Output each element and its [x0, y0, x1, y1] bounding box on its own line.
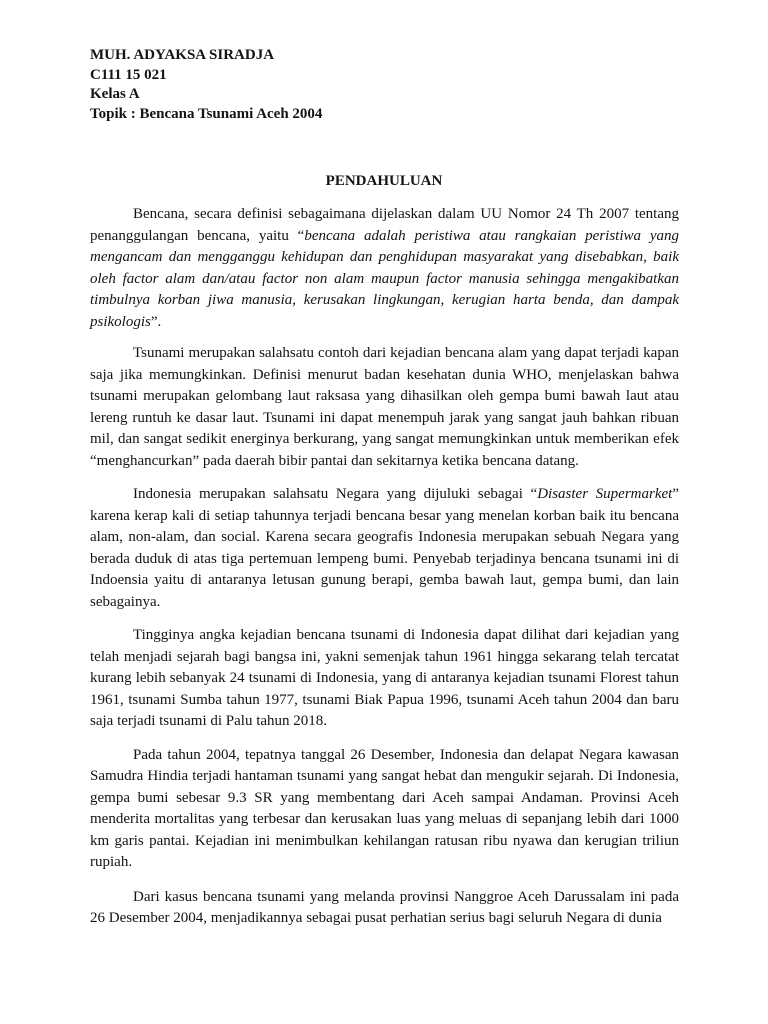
paragraph-tsunami-definition: Tsunami merupakan salahsatu contoh dari kejadian bencana alam yang dapat terjadi kapan saja jika memungkinkan. Definisi menurut badan kesehatan dunia WHO, menjelaskan bahwa tsunami merupakan gelombang laut raksasa yang dihasilkan oleh gempa bumi bawah laut atau lereng runtuh ke dasar laut. Tsunami ini dapat menempuh jarak yang sangat jauh bahkan ribuan mil, dan sangat sedikit energinya berkurang, yang sangat memungkinkan untuk memberikan efek “menghancurkan” pada daerah bibir pantai dan sekitarnya ketika bencana datang. — [90, 345, 679, 469]
section-heading: PENDAHULUAN — [325, 173, 443, 189]
author-name: MUH. ADYAKSA SIRADJA — [90, 47, 275, 63]
paragraph-aceh-2004: Pada tahun 2004, tepatnya tanggal 26 Desember, Indonesia dan delapat Negara kawasan Samudra Hindia terjadi hantaman tsunami yang sangat hebat dan mengukir sejarah. Di Indonesia, gempa bumi sebesar 9.3 SR yang membentang dari Aceh sampai Andaman. Provinsi Aceh menderita mortalitas yang terbesar dan kerusakan luas yang meluas di sepanjang lebih dari 1000 km garis pantai. Kejadian ini menimbulkan kehilangan ratusan ribu nyawa dan kerugian triliun rupiah. — [90, 746, 679, 870]
definition-quote: bencana adalah peristiwa atau rangkaian peristiwa yang mengancam dan mengganggu kehidupan dan penghidupan masyarakat yang disebabkan, baik oleh factor alam dan/atau factor non alam maupun factor manusia sehingga mengakibatkan timbulnya korban jiwa manusia, kerusakan lingkungan, kerugian harta benda, dan dampak psikologis — [90, 227, 679, 330]
body-text — [90, 204, 679, 942]
author-block — [90, 46, 322, 124]
paragraph-definition — [90, 204, 679, 333]
paragraph-text: ” karena kerap kali di setiap tahunnya terjadi bencana besar yang menelan korban baik itu bencana alam, non-alam, dan social. Karena secara geografis Indonesia merupakan sebuah Negara yang berada duduk di atas tiga pertemuan lempeng bumi. Penyebab terjadinya bencana tsunami ini di Indoensia yaitu di antaranya letusan gunung berapi, gemba bawah laut, gempa bumi, dan lain sebagainya. — [90, 486, 679, 610]
paragraph-text: ”. — [150, 313, 162, 330]
paragraph-aceh-attention: Dari kasus bencana tsunami yang melanda provinsi Nanggroe Aceh Darussalam ini pada 26 Desember 2004, menjadikannya sebagai pusat perhatian serius bagi seluruh Negara di dunia — [90, 888, 679, 926]
paragraph-text: Indonesia merupakan salahsatu Negara yang dijuluki sebagai “ — [133, 486, 538, 502]
topic-label: Topik : Bencana Tsunami Aceh 2004 — [90, 105, 323, 122]
student-id: C111 15 021 — [90, 66, 167, 83]
emphasis-text: Disaster Supermarket — [537, 486, 673, 502]
paragraph-tsunami-history: Tingginya angka kejadian bencana tsunami di Indonesia dapat dilihat dari kejadian yang telah menjadi sejarah bagi bangsa ini, yakni semenjak tahun 1961 hingga sekarang telah tercatat kurang lebih sebanyak 24 tsunami di Indonesia, yang di antaranya kejadian tsunami Florest tahun 1961, tsunami Sumba tahun 1977, tsunami Biak Papua 1996, tsunami Aceh tahun 2004 dan baru saja terjadi tsunami di Palu tahun 2018. — [90, 627, 679, 729]
paragraph-text: Bencana, secara definisi sebagaimana dijelaskan dalam UU Nomor 24 Th 2007 tentang penanggulangan bencana, yaitu “ — [90, 206, 679, 244]
paragraph-disaster-supermarket — [90, 484, 679, 613]
class-label: Kelas A — [90, 86, 140, 102]
